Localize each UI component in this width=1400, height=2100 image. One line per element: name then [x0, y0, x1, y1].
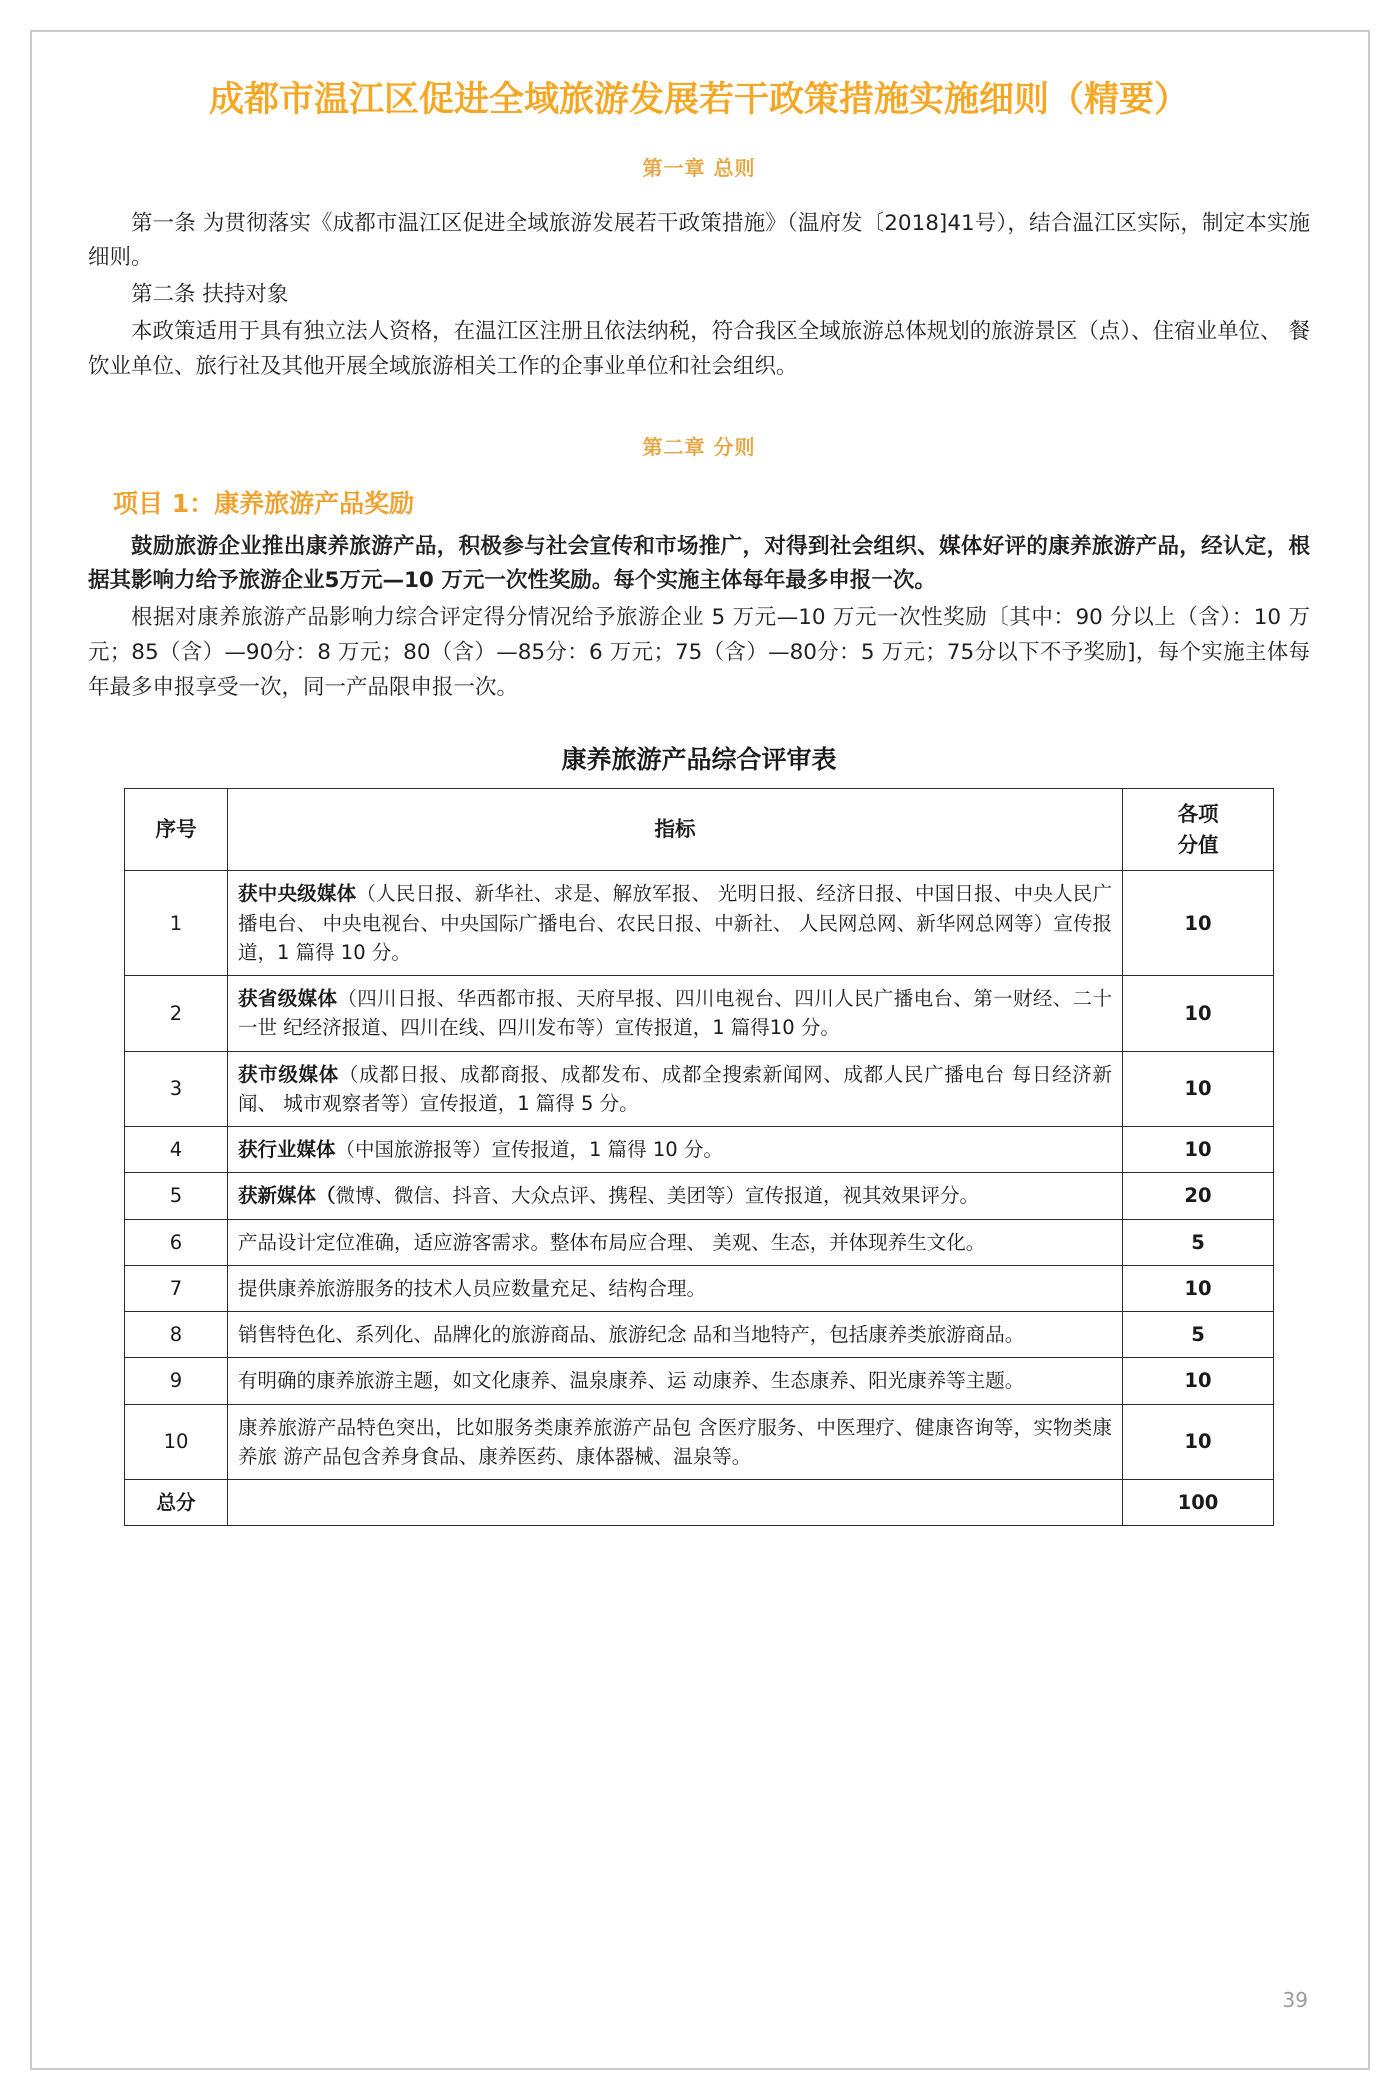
chapter-1-heading: 第一章 总则: [642, 155, 756, 180]
table-total-label: 总分: [125, 1480, 228, 1526]
table-header-no: 序号: [125, 788, 228, 871]
table-header-row: [125, 788, 1274, 871]
table-total-value: 100: [1123, 1480, 1274, 1526]
table-cell-no: 8: [125, 1312, 228, 1358]
table-cell-no: 10: [125, 1404, 228, 1480]
table-row: [125, 871, 1274, 976]
table-row: [125, 1127, 1274, 1173]
table-body: [125, 871, 1274, 1480]
table-cell-score: 10: [1123, 1051, 1274, 1127]
article-2-text: 本政策适用于具有独立法人资格，在温江区注册且依法纳税，符合我区全域旅游总体规划的旅游景区（点）、住宿业单位、 餐饮业单位、旅行社及其他开展全域旅游相关工作的企事业单位和社会组织。: [88, 318, 1310, 379]
table-row: [125, 976, 1274, 1052]
table-cell-index-text: 销售特色化、系列化、品牌化的旅游商品、旅游纪念 品和当地特产，包括康养类旅游商品。: [238, 1323, 1025, 1347]
table-cell-score: 10: [1123, 1404, 1274, 1480]
table-header-score-line2: 分值: [1177, 832, 1219, 857]
table-cell-index-emphasis: 获市级媒体: [238, 1062, 339, 1086]
project-1-title: 项目 1：康养旅游产品奖励: [113, 488, 415, 518]
table-cell-index-text: 康养旅游产品特色突出，比如服务类康养旅游产品包 含医疗服务、中医理疗、健康咨询等，实物类康养旅 游产品包含养身食品、康养医药、康体器械、温泉等。: [238, 1415, 1112, 1468]
table-cell-index-emphasis: 获行业媒体: [238, 1138, 336, 1162]
table-row: [125, 1312, 1274, 1358]
table-cell-index: [228, 1404, 1123, 1480]
table-cell-score: 10: [1123, 1358, 1274, 1404]
table-row: [125, 1265, 1274, 1311]
table-header-index: 指标: [228, 788, 1123, 871]
table-cell-index: [228, 1265, 1123, 1311]
table-row: [125, 1404, 1274, 1480]
table-cell-no: 2: [125, 976, 228, 1052]
table-cell-score: 5: [1123, 1312, 1274, 1358]
table-cell-index: [228, 1173, 1123, 1219]
table-cell-no: 1: [125, 871, 228, 976]
table-cell-no: 6: [125, 1219, 228, 1265]
table-cell-index-text: 微博、微信、抖音、大众点评、携程、美团等）宣传报道，视其效果评分。: [335, 1184, 980, 1208]
article-1-text: 第一条 为贯彻落实《成都市温江区促进全域旅游发展若干政策措施》（温府发〔2018]41号），结合温江区实际，制定本实施细则。: [88, 210, 1310, 271]
table-cell-no: 5: [125, 1173, 228, 1219]
table-header-score: [1123, 788, 1274, 871]
table-cell-score: 10: [1123, 1265, 1274, 1311]
review-table-title: 康养旅游产品综合评审表: [561, 744, 837, 774]
page-number: 39: [1282, 1988, 1308, 2012]
table-cell-score: 10: [1123, 976, 1274, 1052]
chapter-2-heading: 第二章 分则: [642, 434, 756, 459]
table-cell-no: 4: [125, 1127, 228, 1173]
table-total-row: [125, 1480, 1274, 1526]
table-header-score-line1: 各项: [1177, 801, 1219, 826]
table-cell-index-text: 产品设计定位准确，适应游客需求。整体布局应合理、 美观、生态，并体现养生文化。: [238, 1230, 986, 1254]
table-row: [125, 1219, 1274, 1265]
table-cell-index: [228, 871, 1123, 976]
table-cell-no: 7: [125, 1265, 228, 1311]
page-title: 成都市温江区促进全域旅游发展若干政策措施实施细则（精要）: [208, 80, 1189, 120]
project-1-summary: 鼓励旅游企业推出康养旅游产品，积极参与社会宣传和市场推广，对得到社会组织、媒体好评的康养旅游产品，经认定，根据其影响力给予旅游企业5万元—10 万元一次性奖励。每个实施主体每年最多申报一次。: [88, 533, 1310, 594]
table-cell-index-emphasis: 获新媒体（: [238, 1184, 336, 1208]
table-cell-index-text: 有明确的康养旅游主题，如文化康养、温泉康养、运 动康养、生态康养、阳光康养等主题。: [238, 1369, 1025, 1393]
table-cell-index: [228, 1051, 1123, 1127]
table-cell-index: [228, 976, 1123, 1052]
table-cell-index: [228, 1219, 1123, 1265]
table-cell-no: 3: [125, 1051, 228, 1127]
table-cell-score: 20: [1123, 1173, 1274, 1219]
table-row: [125, 1173, 1274, 1219]
table-cell-score: 10: [1123, 1127, 1274, 1173]
table-cell-index-emphasis: 获中央级媒体: [238, 882, 357, 906]
table-cell-index-emphasis: 获省级媒体: [238, 987, 338, 1011]
table-cell-score: 5: [1123, 1219, 1274, 1265]
table-cell-index-text: 提供康养旅游服务的技术人员应数量充足、结构合理。: [238, 1276, 707, 1300]
table-row: [125, 1358, 1274, 1404]
table-cell-index-text: （四川日报、华西都市报、天府早报、四川电视台、四川人民广播电台、第一财经、二十一世 纪经济报道、四川在线、四川发布等）宣传报道，1 篇得10 分。: [238, 987, 1112, 1040]
table-cell-index-text: （中国旅游报等）宣传报道，1 篇得 10 分。: [335, 1138, 723, 1162]
project-1-detail: 根据对康养旅游产品影响力综合评定得分情况给予旅游企业 5 万元—10 万元一次性奖励〔其中：90 分以上（含）：10 万元；85（含）—90分：8 万元；80（含）—85分：6 万元；75（含）—80分：5 万元；75分以下不予奖励]，每个实施主体每年最多申报享受一次，同一产品限申报一次。: [88, 605, 1310, 700]
page-content: [88, 78, 1310, 1526]
table-cell-index: [228, 1358, 1123, 1404]
table-cell-index-text: （成都日报、成都商报、成都发布、成都全搜索新闻网、成都人民广播电台 每日经济新闻、 城市观察者等）宣传报道，1 篇得 5 分。: [238, 1062, 1112, 1115]
table-cell-index: [228, 1312, 1123, 1358]
table-cell-score: 10: [1123, 871, 1274, 976]
review-table: [124, 788, 1274, 1527]
table-cell-index: [228, 1127, 1123, 1173]
article-2-title: 第二条 扶持对象: [131, 282, 289, 308]
table-cell-index-text: （人民日报、新华社、求是、解放军报、 光明日报、经济日报、中国日报、中央人民广播电台、 中央电视台、中央国际广播电台、农民日报、中新社、 人民网总网、新华网总网等）宣传报道，1 篇得 10 分。: [238, 882, 1112, 964]
table-row: [125, 1051, 1274, 1127]
table-total-blank: [228, 1480, 1123, 1526]
table-cell-no: 9: [125, 1358, 228, 1404]
